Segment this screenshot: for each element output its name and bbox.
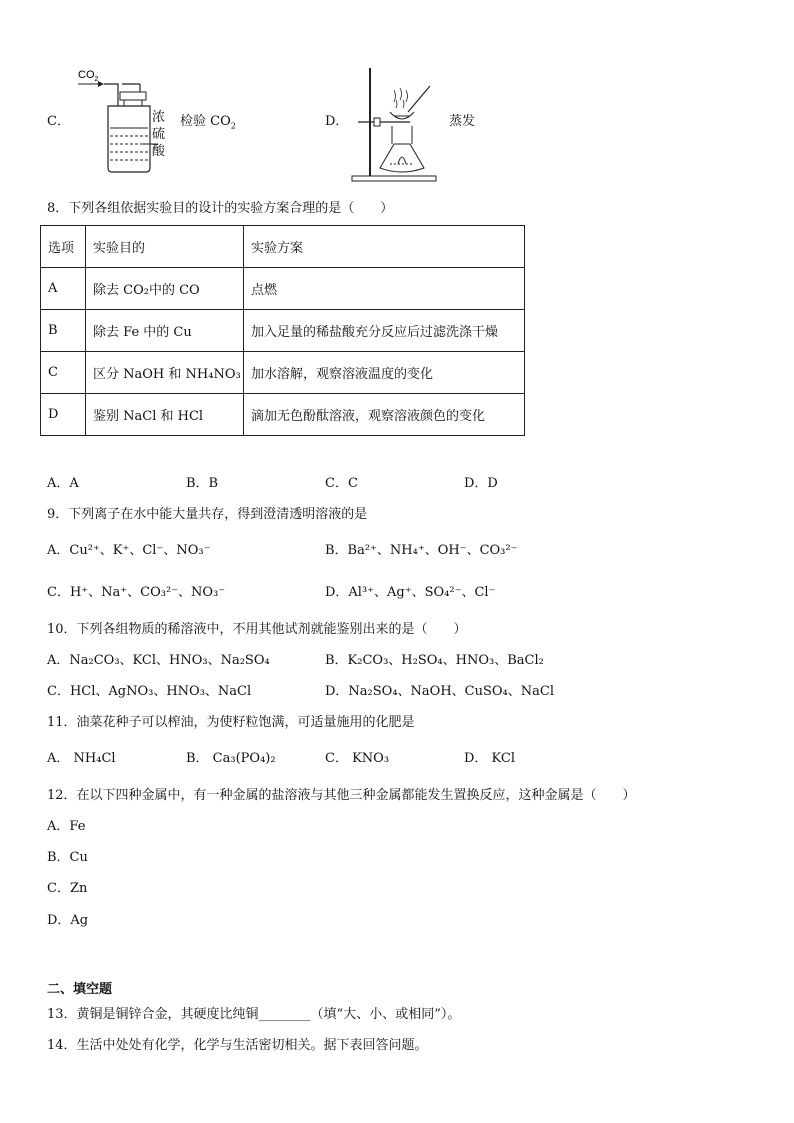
table-row (41, 310, 525, 352)
section-heading: 二、填空题 (47, 982, 113, 997)
q9-choice-b: B．Ba²⁺、NH₄⁺、OH⁻、CO₃²⁻ (325, 543, 518, 558)
q10-choice-b: B．K₂CO₃、H₂SO₄、HNO₃、BaCl₂ (325, 653, 544, 668)
q13-stem: 13．黄铜是铜锌合金，其硬度比纯铜________（填“大、小、或相同”）。 (47, 1007, 461, 1022)
q11-choice-c: C． KNO₃ (325, 751, 390, 766)
table-row (41, 394, 525, 436)
q12-choice-a: A．Fe (47, 819, 86, 834)
q12-choice-b: B．Cu (47, 850, 88, 865)
table-cell: 除去 Fe 中的 Cu (86, 310, 244, 352)
q10-choice-d: D．Na₂SO₄、NaOH、CuSO₄、NaCl (325, 684, 554, 699)
q8-choice-a: A．A (47, 476, 79, 491)
header-cell: 实验方案 (244, 226, 525, 268)
q12-choice-d: D．Ag (47, 913, 89, 928)
table-cell: 除去 CO₂中的 CO (86, 268, 244, 310)
table-row (41, 352, 525, 394)
evaporation-apparatus-diagram (350, 64, 440, 182)
q11-stem: 11．油菜花种子可以榨油，为使籽粒饱满，可适量施用的化肥是 (47, 715, 415, 730)
header-cell: 选项 (41, 226, 86, 268)
table-row (41, 268, 525, 310)
header-cell: 实验目的 (86, 226, 244, 268)
table-cell: 加入足量的稀盐酸充分反应后过滤洗涤干燥 (244, 310, 525, 352)
table-cell: A (41, 268, 86, 310)
q14-stem: 14．生活中处处有化学，化学与生活密切相关。据下表回答问题。 (47, 1038, 428, 1053)
table-cell: 区分 NaOH 和 NH₄NO₃ (86, 352, 244, 394)
table-cell: C (41, 352, 86, 394)
q10-choice-c: C．HCl、AgNO₃、HNO₃、NaCl (47, 684, 252, 699)
q8-choice-b: B．B (186, 476, 219, 491)
q10-stem: 10．下列各组物质的稀溶液中，不用其他试剂就能鉴别出来的是（ ） (47, 622, 467, 637)
q8-choice-c: C．C (325, 476, 358, 491)
q12-stem: 12．在以下四种金属中，有一种金属的盐溶液与其他三种金属都能发生置换反应，这种金属是（ ） (47, 788, 636, 803)
q8-table (40, 225, 525, 436)
q7-option-d-caption: 蒸发 (449, 114, 476, 129)
table-header-row (41, 226, 525, 268)
q9-choice-c: C．H⁺、Na⁺、CO₃²⁻、NO₃⁻ (47, 585, 226, 600)
q7-option-c-letter: C． (47, 114, 70, 129)
table-cell: 加水溶解，观察溶液温度的变化 (244, 352, 525, 394)
q12-choice-c: C．Zn (47, 881, 88, 896)
q11-choice-b: B． Ca₃(PO₄)₂ (186, 751, 276, 766)
q8-stem: 8．下列各组依据实验目的设计的实验方案合理的是（ ） (47, 201, 394, 216)
q7-option-d-letter: D． (325, 114, 349, 129)
table-cell: 滴加无色酚酞溶液，观察溶液颜色的变化 (244, 394, 525, 436)
co2-label: $CO_2$ (78, 69, 99, 83)
table-cell: 点燃 (244, 268, 525, 310)
table-cell: B (41, 310, 86, 352)
acid-label: 浓 硫 酸 (152, 110, 166, 159)
q11-choice-a: A． NH₄Cl (47, 751, 116, 766)
table-cell: D (41, 394, 86, 436)
q8-choice-d: D．D (464, 476, 498, 491)
table-cell: 鉴别 NaCl 和 HCl (86, 394, 244, 436)
q9-choice-a: A．Cu²⁺、K⁺、Cl⁻、NO₃⁻ (47, 543, 211, 558)
q11-choice-d: D． KCl (464, 751, 516, 766)
q9-stem: 9．下列离子在水中能大量共存，得到澄清透明溶液的是 (47, 507, 368, 522)
q9-choice-d: D．Al³⁺、Ag⁺、SO₄²⁻、Cl⁻ (325, 585, 496, 600)
q7-option-c-caption: 检验 $CO_2$ (180, 114, 236, 131)
q10-choice-a: A．Na₂CO₃、KCl、HNO₃、Na₂SO₄ (47, 653, 270, 668)
